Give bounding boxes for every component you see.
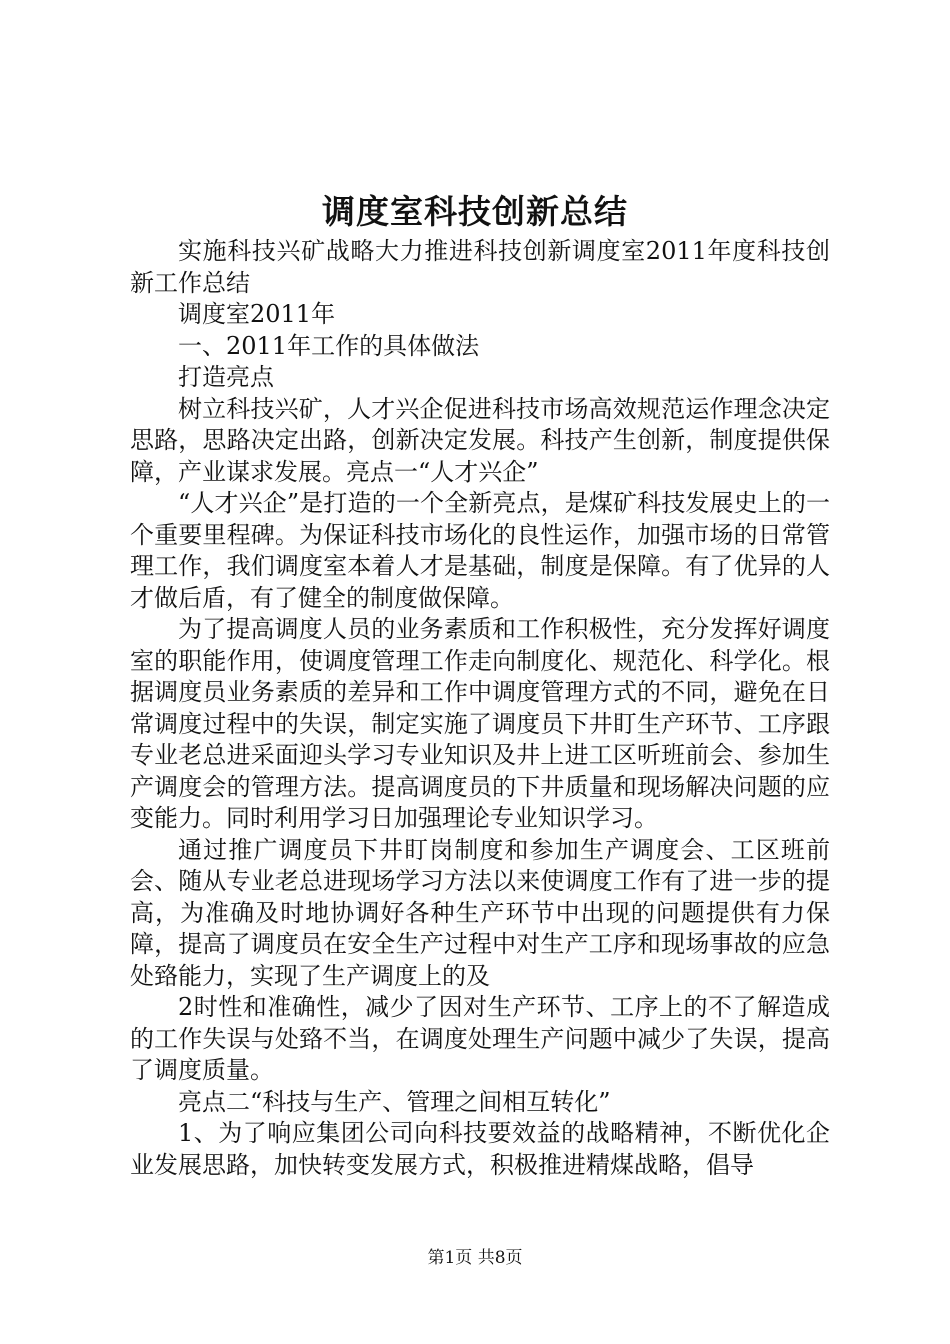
page-footer: 第1页 共8页	[427, 1248, 523, 1268]
paragraph: 实施科技兴矿战略大力推进科技创新调度室2011年度科技创新工作总结	[130, 237, 830, 297]
document-body	[130, 236, 830, 1181]
paragraph: 1、为了响应集团公司向科技要效益的战略精神，不断优化企业发展思路，加快转变发展方式，积极推进精煤战略，倡导	[130, 1119, 830, 1179]
paragraph: 通过推广调度员下井盯岗制度和参加生产调度会、工区班前会、随从专业老总进现场学习方法以来使调度工作有了进一步的提高，为准确及时地协调好各种生产环节中出现的问题提供有力保障，提高了调度员在安全生产过程中对生产工序和现场事故的应急处臵能力，实现了生产调度上的及	[130, 835, 830, 990]
paragraph: “人才兴企”是打造的一个全新亮点，是煤矿科技发展史上的一个重要里程碑。为保证科技市场化的良性运作，加强市场的日常管理工作，我们调度室本着人才是基础，制度是保障。有了优异的人才做后盾，有了健全的制度做保障。	[130, 489, 830, 612]
paragraph: 调度室2011年	[178, 300, 336, 328]
paragraph: 打造亮点	[178, 363, 274, 391]
document-title: 调度室科技创新总结	[322, 192, 628, 231]
paragraph: 一、2011年工作的具体做法	[178, 331, 480, 360]
paragraph: 2时性和准确性，减少了因对生产环节、工序上的不了解造成的工作失误与处臵不当，在调度处理生产问题中减少了失误，提高了调度质量。	[130, 993, 830, 1084]
paragraph: 为了提高调度人员的业务素质和工作积极性，充分发挥好调度室的职能作用，使调度管理工作走向制度化、规范化、科学化。根据调度员业务素质的差异和工作中调度管理方式的不同，避免在日常调度过程中的失误，制定实施了调度员下井盯生产环节、工序跟专业老总进采面迎头学习专业知识及井上进工区听班前会、参加生产调度会的管理方法。提高调度员的下井质量和现场解决问题的应变能力。同时利用学习日加强理论专业知识学习。	[130, 615, 830, 832]
paragraph: 树立科技兴矿，人才兴企促进科技市场高效规范运作理念决定思路，思路决定出路，创新决定发展。科技产生创新，制度提供保障，产业谋求发展。亮点一“人才兴企”	[130, 394, 830, 486]
paragraph: 亮点二“科技与生产、管理之间相互转化”	[178, 1087, 611, 1116]
